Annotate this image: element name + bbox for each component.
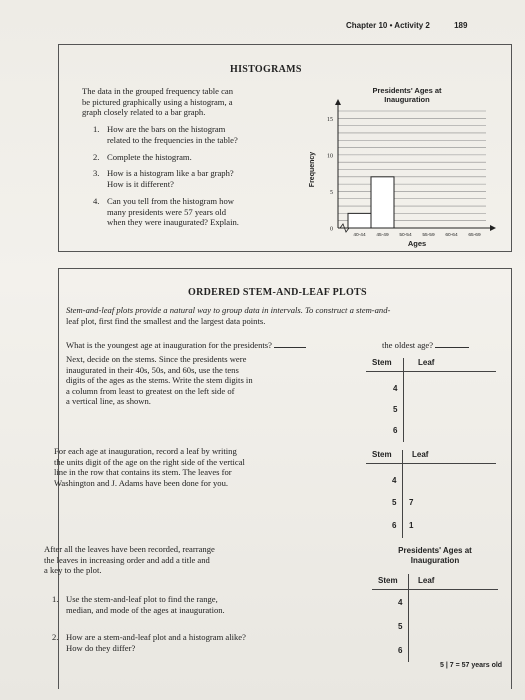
text-line: line in the row that contains its stem. The leaves for [54, 467, 232, 477]
question-line: How is it different? [107, 178, 174, 189]
oldest-question [382, 339, 469, 351]
plot-key: 5 | 7 = 57 years old [440, 662, 503, 669]
intro-line: be pictured graphically using a histogram, a [82, 96, 233, 107]
stem-header: Stem [378, 576, 398, 585]
question-line: when they were inaugurated? Explain. [107, 217, 239, 227]
question-line: median, and mode of the ages at inauguration. [66, 604, 225, 615]
text-line: inaugurated in their 40s, 50s, and 60s, use the tens [66, 364, 239, 375]
title-line: Presidents' Ages at [398, 546, 472, 555]
hist-question-2 [93, 152, 192, 163]
table-divider [403, 358, 404, 442]
stem-value: 4 [393, 384, 398, 393]
question-number: 1. [93, 124, 100, 134]
intro-line: Stem-and-leaf plots provide a natural way to group data in intervals. To construct a stem-and- [66, 305, 391, 315]
question-number: 1. [52, 594, 59, 604]
hist-question-1 [93, 124, 238, 145]
histogram-title-text: Presidents' Ages at Inauguration [372, 86, 442, 104]
question-line: Can you tell from the histogram how [107, 196, 234, 206]
youngest-text: What is the youngest age at inauguration for the presidents? [66, 340, 272, 350]
intro-line: leaf plot, first find the smallest and the largest data points. [66, 315, 266, 326]
stem-value: 5 [392, 498, 397, 507]
y-tick-label: 0 [330, 226, 333, 233]
stem-header: Stem [372, 450, 392, 459]
rearrange-paragraph [44, 544, 215, 576]
leaf-value: 1 [409, 521, 414, 530]
intro-line: The data in the grouped frequency table can [82, 86, 234, 96]
question-line: How are a stem-and-leaf plot and a histogram alike? [66, 632, 246, 642]
text-line: After all the leaves have been recorded, rearrange [44, 544, 215, 554]
question-line: How is a histogram like a bar graph? [107, 168, 234, 178]
next-paragraph [66, 354, 253, 407]
question-line: Complete the histogram. [107, 152, 192, 162]
table-header-rule [372, 589, 498, 590]
leaf-value: 7 [409, 498, 414, 507]
question-line: many presidents were 57 years old [107, 206, 227, 217]
question-number: 2. [93, 152, 100, 162]
table-divider [408, 574, 409, 662]
stem-question-2 [52, 632, 246, 653]
stem-value: 6 [393, 426, 398, 435]
intro-line: graph closely related to a bar graph. [82, 107, 206, 117]
histogram-title [352, 86, 462, 104]
stem-value: 4 [392, 476, 397, 485]
hist-question-3 [93, 168, 234, 189]
stem-value: 6 [392, 521, 397, 530]
page-number: 189 [454, 21, 468, 30]
stem-value: 4 [398, 598, 403, 607]
x-tick-label: 45-49 [376, 233, 389, 238]
youngest-answer-blank[interactable] [274, 339, 306, 348]
y-tick-label: 10 [327, 153, 333, 160]
table-divider [402, 450, 403, 538]
youngest-question [66, 339, 306, 351]
table-header-rule [366, 463, 496, 464]
x-tick-label: 55-59 [422, 233, 435, 238]
stem-question-1 [52, 594, 225, 615]
text-line: a key to the plot. [44, 565, 102, 575]
oldest-answer-blank[interactable] [435, 339, 469, 348]
histograms-title: HISTOGRAMS [230, 64, 302, 75]
text-line: digits of the ages as the stems. Write the stem digits in [66, 375, 253, 385]
question-number: 4. [93, 196, 100, 206]
hist-question-4 [93, 196, 239, 228]
question-number: 2. [52, 632, 59, 642]
leaf-header: Leaf [418, 358, 435, 367]
leaf-header: Leaf [418, 576, 435, 585]
text-line: Next, decide on the stems. Since the presidents were [66, 354, 247, 364]
question-line: How are the bars on the histogram [107, 124, 226, 134]
leaf-paragraph [54, 446, 245, 488]
page-header [346, 21, 467, 30]
y-axis-label: Frequency [309, 151, 316, 188]
leaf-header: Leaf [412, 450, 429, 459]
text-line: Washington and J. Adams have been done for you. [54, 477, 229, 488]
question-line: related to the frequencies in the table? [107, 134, 238, 145]
text-line: the units digit of the age on the right side of the vertical [54, 456, 245, 467]
histograms-intro [82, 86, 233, 118]
x-tick-label: 50-54 [399, 233, 412, 238]
question-line: How do they differ? [66, 642, 136, 653]
chapter-label: Chapter 10 • Activity 2 [346, 21, 430, 30]
stem-header: Stem [372, 358, 392, 367]
text-line: the leaves in increasing order and add a title and [44, 554, 210, 565]
x-axis-label: Ages [407, 239, 427, 248]
stem-value: 5 [393, 405, 398, 414]
text-line: For each age at inauguration, record a leaf by writing [54, 446, 237, 456]
oldest-text: the oldest age? [382, 340, 434, 350]
y-tick-label: 5 [330, 189, 333, 196]
y-tick-label: 15 [327, 116, 333, 123]
x-tick-label: 65-69 [468, 233, 481, 238]
stem-value: 5 [398, 622, 403, 631]
table-3-title [372, 546, 498, 566]
stem-leaf-intro [66, 305, 390, 326]
question-number: 3. [93, 168, 100, 178]
question-line: Use the stem-and-leaf plot to find the range, [66, 594, 218, 604]
x-tick-label: 60-64 [445, 233, 458, 238]
title-line: Inauguration [410, 556, 460, 565]
text-line: a vertical line, as shown. [66, 396, 151, 406]
stem-value: 6 [398, 646, 403, 655]
stem-leaf-title: ORDERED STEM-AND-LEAF PLOTS [188, 287, 367, 298]
table-header-rule [366, 371, 496, 372]
x-tick-label: 40-44 [353, 233, 366, 238]
text-line: a column from least to greatest on the left side of [66, 385, 235, 396]
